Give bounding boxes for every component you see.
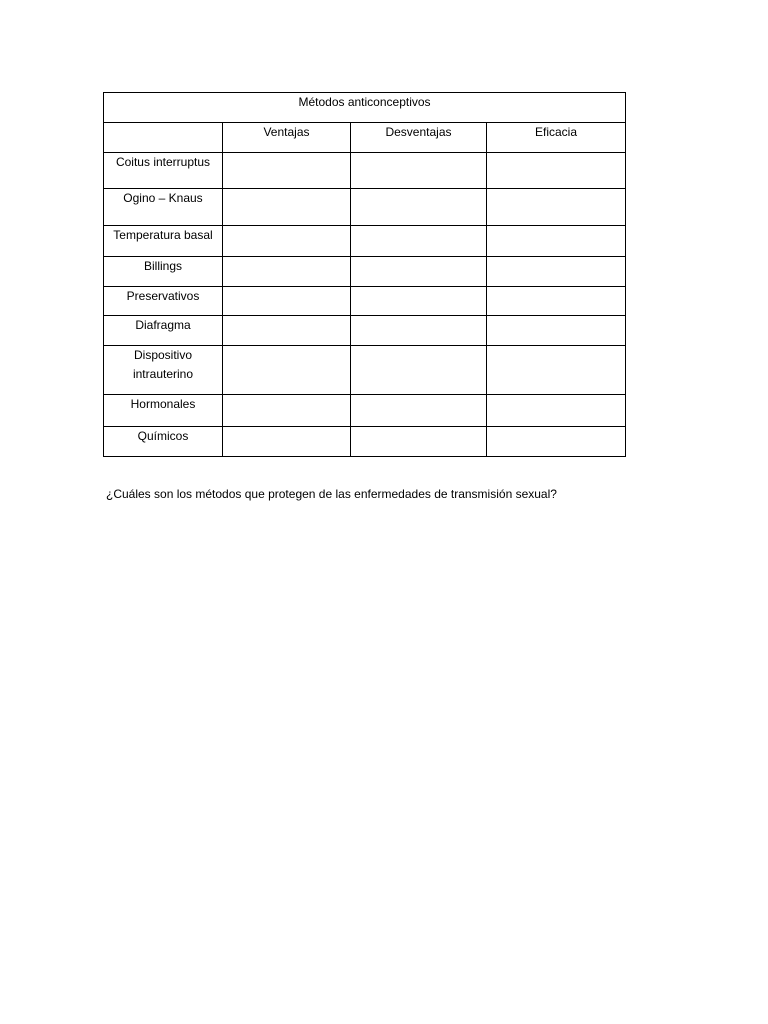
method-name-cell: Ogino – Knaus xyxy=(104,189,223,226)
ventajas-cell xyxy=(223,226,351,257)
method-name-cell: Billings xyxy=(104,257,223,287)
desventajas-cell xyxy=(351,287,487,316)
method-name-cell: Químicos xyxy=(104,427,223,457)
header-cell-eficacia: Eficacia xyxy=(487,123,626,153)
method-name-cell: Preservativos xyxy=(104,287,223,316)
table-title: Métodos anticonceptivos xyxy=(104,93,626,123)
ventajas-cell xyxy=(223,257,351,287)
header-cell-empty xyxy=(104,123,223,153)
table-row xyxy=(104,395,626,427)
desventajas-cell xyxy=(351,226,487,257)
table-row xyxy=(104,346,626,395)
desventajas-cell xyxy=(351,257,487,287)
table-row xyxy=(104,153,626,189)
eficacia-cell xyxy=(487,153,626,189)
desventajas-cell xyxy=(351,427,487,457)
ventajas-cell xyxy=(223,189,351,226)
table-row xyxy=(104,427,626,457)
table-row xyxy=(104,287,626,316)
desventajas-cell xyxy=(351,346,487,395)
table-row xyxy=(104,226,626,257)
ventajas-cell xyxy=(223,346,351,395)
method-name-cell: Diafragma xyxy=(104,316,223,346)
method-name-cell: Hormonales xyxy=(104,395,223,427)
table-row xyxy=(104,316,626,346)
header-cell-ventajas: Ventajas xyxy=(223,123,351,153)
method-name-cell: Temperatura basal xyxy=(104,226,223,257)
ventajas-cell xyxy=(223,153,351,189)
eficacia-cell xyxy=(487,346,626,395)
ventajas-cell xyxy=(223,395,351,427)
method-name-cell: Coitus interruptus xyxy=(104,153,223,189)
table-row xyxy=(104,257,626,287)
table-title-row xyxy=(104,93,626,123)
eficacia-cell xyxy=(487,189,626,226)
eficacia-cell xyxy=(487,427,626,457)
table-row xyxy=(104,189,626,226)
method-name-cell: Dispositivo intrauterino xyxy=(104,346,223,395)
eficacia-cell xyxy=(487,395,626,427)
eficacia-cell xyxy=(487,226,626,257)
eficacia-cell xyxy=(487,316,626,346)
desventajas-cell xyxy=(351,316,487,346)
table-header-row xyxy=(104,123,626,153)
ventajas-cell xyxy=(223,287,351,316)
eficacia-cell xyxy=(487,257,626,287)
ventajas-cell xyxy=(223,427,351,457)
desventajas-cell xyxy=(351,153,487,189)
question-text: ¿Cuáles son los métodos que protegen de las enfermedades de transmisión sexual? xyxy=(106,487,557,501)
eficacia-cell xyxy=(487,287,626,316)
contraceptive-methods-table xyxy=(103,92,626,457)
ventajas-cell xyxy=(223,316,351,346)
desventajas-cell xyxy=(351,189,487,226)
header-cell-desventajas: Desventajas xyxy=(351,123,487,153)
desventajas-cell xyxy=(351,395,487,427)
